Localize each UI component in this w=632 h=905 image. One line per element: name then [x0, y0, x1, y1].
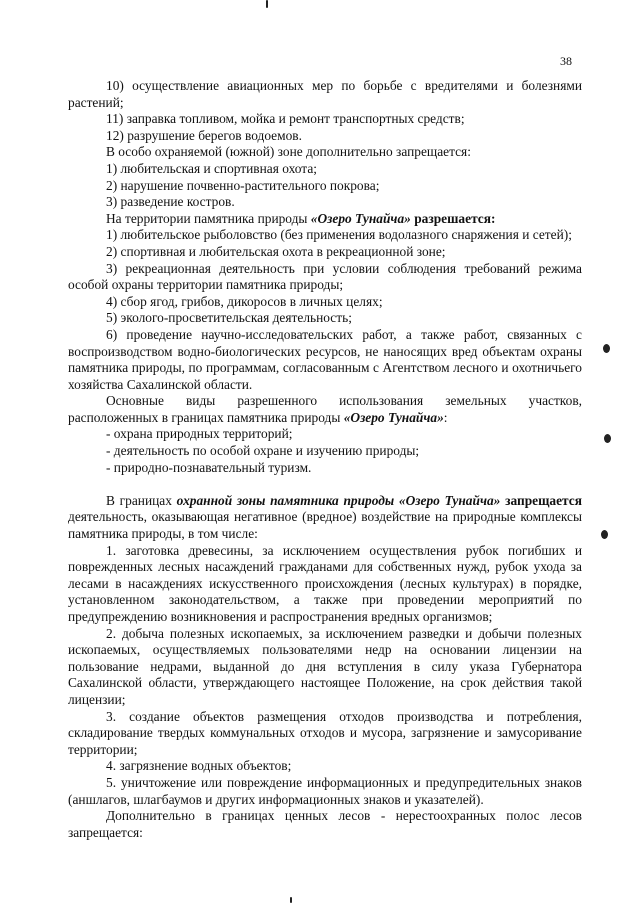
nature-monument-name: «Озеро Тунайча»: [310, 210, 411, 226]
page-number: 38: [560, 54, 572, 68]
list-item: 1. заготовка древесины, за исключением осуществления рубок погибших и поврежденных лесных насаждений гражданами для собственных нужд, рубок ухода за лесами в насаждениях искусственного происхождения (лесных культурах) в порядке, установленном законодательством, а также при проведении мероприятий по предупреждению возникновения и распространения вредных организмов;: [68, 542, 582, 624]
list-item: - деятельность по особой охране и изучению природы;: [106, 443, 420, 459]
list-item: 11) заправка топливом, мойка и ремонт транспортных средств;: [106, 111, 465, 127]
buffer-zone-name: охранной зоны памятника природы «Озеро Тунайча»: [176, 492, 501, 508]
list-item: - охрана природных территорий;: [106, 426, 293, 442]
list-item: 5) эколого-просветительская деятельность;: [106, 310, 352, 326]
list-item: 3. создание объектов размещения отходов производства и потребления, складирование твердых коммунальных отходов и мусора, загрязнение и замусоривание территории;: [68, 708, 582, 757]
scan-mark: [266, 0, 268, 8]
list-item: 2) нарушение почвенно-растительного покрова;: [106, 177, 380, 193]
list-item: 1) любительская и спортивная охота;: [106, 160, 317, 176]
nature-monument-name: «Озеро Тунайча»: [343, 409, 444, 425]
scan-mark: [604, 434, 611, 443]
list-item: 4. загрязнение водных объектов;: [106, 758, 292, 774]
list-item: 1) любительское рыболовство (без применения водолазного снаряжения и сетей);: [106, 227, 572, 243]
list-item: 3) рекреационная деятельность при условии соблюдения требований режима особой охраны территории памятника природы;: [68, 260, 582, 293]
list-item: 2. добыча полезных ископаемых, за исключением разведки и добычи полезных ископаемых, осуществляемых пользователями недр на основании лицензии на пользование недрами, выданной до дня вступления в силу указа Губернатора Сахалинской области, утверждающего настоящее Положение, на срок действия такой лицензии;: [68, 625, 582, 707]
scan-mark: [601, 530, 608, 539]
scan-mark: [603, 344, 610, 353]
list-item: 10) осуществление авиационных мер по борьбе с вредителями и болезнями растений;: [68, 78, 582, 110]
section-heading: Основные виды разрешенного использования земельных участков, расположенных в границах памятника природы «Озеро Тунайча»:: [68, 393, 582, 425]
list-item: 3) разведение костров.: [106, 194, 235, 210]
document-body: [68, 78, 582, 841]
list-item: - природно-познавательный туризм.: [106, 459, 312, 475]
paragraph: Дополнительно в границах ценных лесов - нерестоохранных полос лесов запрещается:: [68, 808, 582, 840]
section-heading: В особо охраняемой (южной) зоне дополнительно запрещается:: [106, 144, 471, 160]
list-item: 12) разрушение берегов водоемов.: [106, 127, 302, 143]
scan-mark: [290, 897, 292, 903]
list-item: 4) сбор ягод, грибов, дикоросов в личных целях;: [106, 293, 383, 309]
blank-line: [68, 476, 582, 493]
list-item: 2) спортивная и любительская охота в рекреационной зоне;: [106, 243, 446, 259]
list-item: 5. уничтожение или повреждение информационных и предупредительных знаков (аншлагов, шлагбаумов и других информационных знаков и указателей).: [68, 774, 582, 807]
list-item: 6) проведение научно-исследовательских работ, а также работ, связанных с воспроизводством водно-биологических ресурсов, не наносящих вред объектам охраны памятника природы, по программам, согласованным с Агентством лесного и охотничьего хозяйства Сахалинской области.: [68, 326, 582, 392]
section-heading: В границах охранной зоны памятника природы «Озеро Тунайча» запрещается деятельность, оказывающая негативное (вредное) воздействие на природные комплексы памятника природы, в том числе:: [68, 492, 582, 542]
section-heading: На территории памятника природы «Озеро Тунайча» разрешается:: [106, 210, 496, 226]
